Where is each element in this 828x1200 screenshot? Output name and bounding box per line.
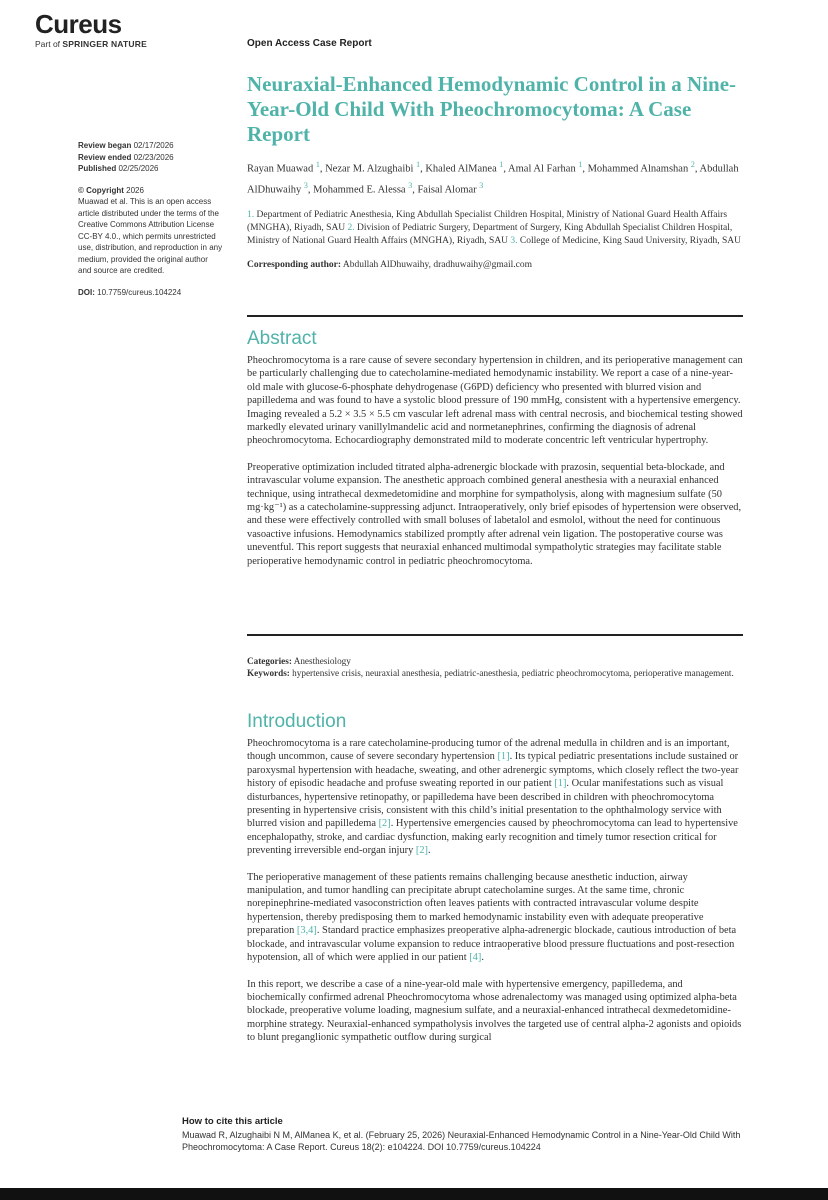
review-ended-date: 02/23/2026: [133, 152, 174, 162]
abstract-top-rule: [247, 315, 743, 317]
article-type-label: Open Access Case Report: [247, 38, 372, 49]
citation-link[interactable]: [3,4]: [296, 925, 317, 937]
categories-value: Anesthesiology: [293, 656, 351, 666]
published-date: 02/25/2026: [118, 164, 159, 173]
how-to-cite-heading: How to cite this article: [182, 1116, 283, 1127]
article-header: [247, 72, 747, 270]
introduction-paragraph-3: In this report, we describe a case of a nine-year-old male with hypertensive emergency, papilledema, and biochemically confirmed adrenal Pheochromocytoma whose adrenalectomy was managed using optimized alpha-beta blockade, preoperative volume loading, magnesium sulfate, and a neuraxial-enhanced intrathecal dexmedetomidine-morphine strategy. Neuraxial-enhanced sympatholysis involves the targeted use of central alpha-2 agonists and opioids to blunt preganglionic sympathetic outflow during surgical: [247, 978, 742, 1044]
license-text: Muawad et al. This is an open access article distributed under the terms of the Creative Commons Attribution License CC-BY 4.0., which permits unrestricted use, distribution, and reproduction in any medium, provided the original author and source are credited.: [78, 197, 223, 275]
author-affiliation-number: 2: [690, 160, 695, 169]
keywords-value: hypertensive crisis, neuraxial anesthesia, pediatric-anesthesia, pediatric pheochromocytoma, perioperative management.: [292, 668, 734, 679]
article-sidebar: [78, 140, 223, 298]
citation-link[interactable]: [4]: [469, 952, 482, 964]
published-label: Published: [78, 164, 117, 173]
abstract-bottom-rule: [247, 634, 743, 636]
author-affiliation-number: 3: [303, 181, 308, 190]
affiliation-number: 3.: [510, 236, 520, 246]
review-ended-label: Review ended: [78, 152, 132, 162]
abstract-heading: Abstract: [247, 328, 317, 349]
affiliation-number: 2.: [347, 223, 358, 233]
article-title: Neuraxial-Enhanced Hemodynamic Control in a Nine-Year-Old Child With Pheochromocytoma: A Case Report: [247, 72, 737, 146]
logo-subtitle: [35, 39, 147, 49]
author-name: Amal Al Farhan: [508, 163, 579, 175]
review-began: [78, 140, 223, 152]
keywords: [247, 667, 743, 679]
author-name: Rayan Muawad: [247, 163, 316, 175]
author-affiliation-number: 1: [315, 160, 320, 169]
copyright-year: 2026: [126, 185, 144, 195]
logo-sub-brand: SPRINGER NATURE: [62, 39, 147, 49]
affiliation-text: Division of Pediatric Surgery, Department of Surgery, King Abdullah Specialist Children Hospital, Ministry of National Guard Health Affairs (MNGHA), Riyadh, SAU: [247, 223, 733, 246]
review-began-date: 02/17/2026: [133, 141, 174, 150]
author-affiliation-number: 3: [479, 181, 484, 190]
abstract-section: [247, 328, 743, 568]
author-name: Khaled AlManea: [425, 163, 500, 175]
categories-keywords: [247, 655, 743, 679]
author-name: Mohammed E. Alessa: [313, 184, 409, 196]
author-affiliation-number: 1: [499, 160, 504, 169]
affiliations: [247, 209, 747, 248]
corresponding-author: [247, 260, 747, 270]
copyright-label: © Copyright: [78, 185, 124, 195]
author-affiliation-number: 1: [578, 160, 583, 169]
introduction-section: [247, 711, 743, 1045]
introduction-heading: Introduction: [247, 711, 347, 732]
introduction-paragraph-2: The perioperative management of these patients remains challenging because anesthetic induction, airway manipulation, and tumor handling can precipitate abrupt catecholamine surges. At the same time, chronic norepinephrine-mediated vasoconstriction often leaves patients with contracted intravascular volume despite hypertension, thereby predisposing them to marked hemodynamic instability even with adequate preoperative preparation [3,4]. Standard practice emphasizes preoperative alpha-adrenergic blockade, cautious introduction of beta blockade, and intravascular volume expansion to reduce intraoperative blood pressure fluctuations and post-resection hypotension, all of which were applied in our patient [4].: [247, 871, 737, 964]
corresponding-label: Corresponding author:: [247, 260, 342, 270]
author-list: Rayan Muawad $^1$, Nezar M. Alzughaibi $^1$, Khaled AlManea $^1$, Amal Al Farhan $^1$, Mohammed Alnamshan $^2$, Abdullah AlDhuwaihy $^3$, Mohammed E. Alessa $^3$, Faisal Alomar $^3$: [247, 160, 739, 196]
author-affiliation-number: 3: [408, 181, 413, 190]
affiliation-text: Department of Pediatric Anesthesia, King Abdullah Specialist Children Hospital, Ministry of National Guard Health Affairs (MNGHA), Riyadh, SAU: [247, 210, 728, 233]
affiliation-number: 1.: [247, 210, 257, 220]
footer-bar: [0, 1188, 828, 1200]
logo-sub-prefix: Part of: [35, 39, 63, 49]
introduction-paragraph-1: Pheochromocytoma is a rare catecholamine-producing tumor of the adrenal medulla in children and is an important, though uncommon, cause of severe secondary hypertension [1]. Its typical pediatric presentations include sustained or paroxysmal hypertension with headache, sweating, and other adrenergic symptoms, which closely reflect the two-year history of episodic headache and profuse sweating reported in our patient [1]. Ocular manifestations such as visual disturbances, hypertensive retinopathy, or papilledema have been described in children with pheochromocytoma presenting in hypertensive crisis, consistent with this child’s initial presentation to the ophthalmology service with blurred vision and papilledema [2]. Hypertensive emergencies caused by pheochromocytoma can lead to hypertensive encephalopathy, stroke, and cardiac dysfunction, making early recognition and timely tumor resection critical for preventing irreversible end-organ injury [2].: [247, 738, 739, 857]
doi-label: DOI:: [78, 287, 95, 297]
copyright: [78, 185, 223, 197]
doi-link[interactable]: 10.7759/cureus.104224: [97, 287, 182, 297]
citation-link[interactable]: [2]: [415, 845, 429, 857]
abstract-paragraph-2: Preoperative optimization included titrated alpha-adrenergic blockade with prazosin, sequential beta-blockade, and intravascular volume expansion. The anesthetic approach combined general anesthesia with a neuraxial enhanced technique, using intrathecal dexmedetomidine and morphine for sympatholysis, along with magnesium sulfate (50 mg·kg⁻¹) as a catecholamine-suppressing adjunct. Intraoperatively, only brief episodes of hypertension were observed, and these were effectively controlled with small boluses of labetalol and esmolol, without the need for continuous vasoactive infusions. Hemodynamics stabilized promptly after adrenal vein ligation. The postoperative course was uneventful. This report suggests that neuraxial enhanced multimodal sympatholytic strategies may facilitate stable perioperative hemodynamic control in pediatric pheochromocytoma.: [247, 461, 742, 567]
logo-word: Cureus: [35, 9, 122, 39]
author-name: Abdullah AlDhuwaihy: [247, 163, 739, 196]
doi: [78, 287, 223, 299]
how-to-cite-text: Muawad R, Alzughaibi N M, AlManea K, et al. (February 25, 2026) Neuraxial-Enhanced Hemodynamic Control in a Nine-Year-Old Child With Pheochromocytoma: A Case Report. Cureus 18(2): e104224. DOI 10.7759/cureus.104224: [182, 1129, 741, 1152]
corresponding-value: Abdullah AlDhuwaihy, dradhuwaihy@gmail.com: [342, 260, 533, 270]
affiliation-text: College of Medicine, King Saud University, Riyadh, SAU: [519, 236, 741, 246]
cureus-logo[interactable]: [35, 10, 147, 49]
author-name: Faisal Alomar: [417, 184, 480, 196]
citation-link[interactable]: [1]: [497, 751, 510, 763]
author-name: Mohammed Alnamshan: [587, 163, 691, 175]
categories: [247, 655, 743, 667]
categories-label: Categories:: [247, 656, 292, 666]
author-affiliation-number: 1: [416, 160, 421, 169]
citation-link[interactable]: [1]: [554, 778, 567, 790]
published: [78, 163, 223, 175]
review-began-label: Review began: [78, 141, 132, 150]
keywords-label: Keywords:: [247, 668, 290, 679]
abstract-paragraph-1: Pheochromocytoma is a rare cause of severe secondary hypertension in children, and its perioperative management can be particularly challenging due to catecholamine-mediated hemodynamic instability. We report a case of a nine-year-old male with glucose-6-phosphate dehydrogenase (G6PD) deficiency who presented with blurred vision and papilledema and was found to have a systolic blood pressure of 190 mmHg, consistent with a hypertensive emergency. Imaging revealed a 5.2 × 3.5 × 5.5 cm vascular left adrenal mass with central necrosis, and biochemical testing showed markedly elevated urinary vanillylmandelic acid and normetanephrines, confirming the diagnosis of adrenal pheochromocytoma. Echocardiography demonstrated mild to moderate concentric left ventricular hypertrophy.: [247, 355, 743, 447]
how-to-cite: [182, 1116, 782, 1154]
citation-link[interactable]: [2]: [378, 818, 391, 830]
review-ended: [78, 152, 223, 164]
author-name: Nezar M. Alzughaibi: [325, 163, 417, 175]
